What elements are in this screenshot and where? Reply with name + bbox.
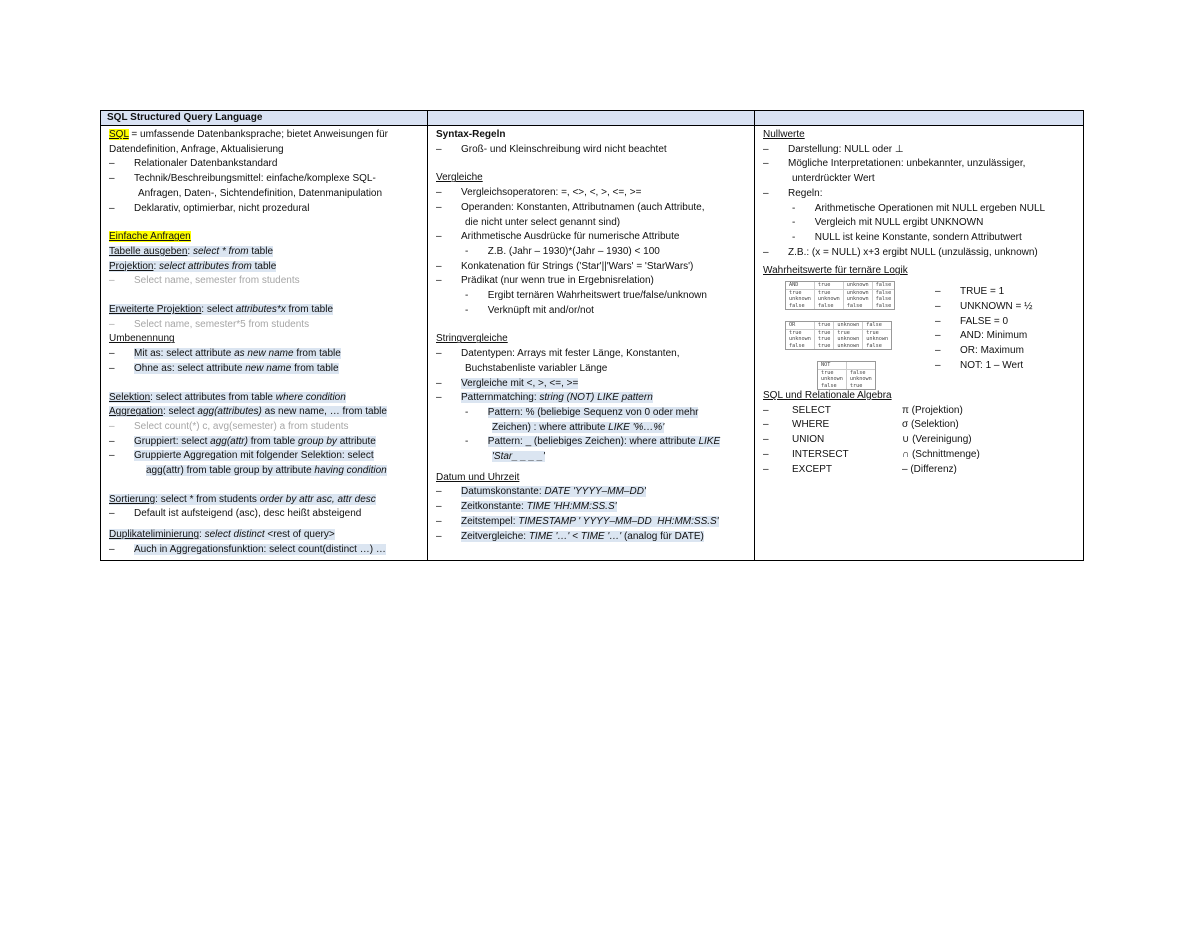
list-item: – Patternmatching: string (NOT) LIKE pattern — [436, 392, 653, 404]
sub-list-item: - Pattern: _ (beliebiges Zeichen): where attribute LIKE — [465, 436, 721, 448]
truth-table-cell: OR — [786, 322, 814, 329]
mit-as-line: – Mit as: select attribute as new name from table — [109, 348, 341, 360]
list-item-continued: Buchstabenliste variabler Länge — [465, 362, 608, 374]
sql-definition-text: = umfassende Datenbanksprache; bietet Anweisungen für — [128, 129, 388, 140]
sub-list-item: - NULL ist keine Konstante, sondern Attributwert — [792, 231, 1022, 243]
sub-list-item-continued: 'Star_ _ _ _' — [492, 451, 545, 463]
header-cell-1: SQL Structured Query Language — [101, 111, 428, 125]
erweiterte-projektion-line: Erweiterte Projektion: select attributes*x from table — [109, 304, 334, 316]
relational-operator: ∩ (Schnittmenge) — [902, 448, 980, 460]
truth-table-cell: unknown — [843, 296, 872, 303]
truth-table-cell: true — [814, 343, 834, 350]
truth-table-cell: false — [849, 369, 866, 376]
list-item: – Zeitstempel: TIMESTAMP ' YYYY–MM–DD HH:MM:SS.S' — [436, 515, 719, 527]
list-item: – Relationaler Datenbankstandard — [109, 158, 278, 170]
sub-list-item: - Ergibt ternären Wahrheitswert true/false/unknown — [465, 290, 707, 302]
truth-table-cell: false — [872, 282, 894, 289]
selektion-line: Selektion: select attributes from table where condition — [109, 391, 346, 403]
syntax-rules-heading: Syntax-Regeln — [436, 129, 506, 140]
sub-list-item: - Arithmetische Operationen mit NULL ergeben NULL — [792, 202, 1046, 214]
truth-table-cell: true — [818, 369, 846, 376]
list-item: – OR: Maximum — [935, 345, 1024, 357]
sql-highlight: SQL — [109, 129, 129, 140]
gruppierte-aggregation-line: – Gruppierte Aggregation mit folgender Selektion: select — [109, 450, 374, 462]
erweiterte-projektion-example: – Select name, semester*5 from students — [109, 318, 310, 330]
projektion-example: – Select name, semester from students — [109, 275, 300, 287]
truth-table-cell: AND — [786, 282, 814, 289]
truth-table-cell: false — [786, 343, 814, 350]
cheat-sheet-table — [100, 110, 1084, 561]
list-item-continued: unterdrückter Wert — [792, 173, 875, 185]
stringvergleiche-heading: Stringvergleiche — [436, 333, 508, 345]
sub-list-item: - Pattern: % (beliebige Sequenz von 0 oder mehr — [465, 406, 699, 418]
truth-table-cell: true — [814, 336, 834, 343]
truth-table-cell: unknown — [843, 289, 872, 296]
list-item: – Arithmetische Ausdrücke für numerische Attribute — [436, 231, 680, 243]
truth-table-cell: false — [875, 289, 892, 296]
algebra-heading: SQL und Relationale Algebra — [763, 390, 892, 402]
algebra-row: – EXCEPT – (Differenz) — [763, 463, 1079, 478]
sub-list-item: - Vergleich mit NULL ergibt UNKNOWN — [792, 217, 984, 229]
truth-table-cell: true — [814, 329, 834, 336]
list-item: – Regeln: — [763, 187, 823, 199]
or-truth-table — [785, 321, 892, 350]
truth-table-cell: unknown — [834, 322, 863, 329]
list-item: – Deklarativ, optimierbar, nicht prozedural — [109, 202, 310, 214]
aggregation-line: Aggregation: select agg(attributes) as new name, … from table — [109, 406, 387, 418]
section-heading-einfache-anfragen: Einfache Anfragen — [109, 231, 191, 243]
sql-keyword: INTERSECT — [792, 448, 849, 460]
truth-table-cell: unknown — [814, 296, 843, 303]
algebra-row: – UNION ∪ (Vereinigung) — [763, 433, 1079, 448]
list-item: – Darstellung: NULL oder ⊥ — [763, 143, 904, 155]
truth-table-cell: true — [786, 289, 814, 296]
list-item: – Groß- und Kleinschreibung wird nicht beachtet — [436, 143, 667, 155]
truth-tables — [763, 281, 923, 389]
truth-table-cell: true — [834, 329, 863, 336]
list-item-continued: Anfragen, Daten-, Sichtendefinition, Datenmanipulation — [138, 187, 383, 199]
truth-table-cell: true — [814, 282, 843, 289]
list-item: – Vergleiche mit <, >, <=, >= — [436, 377, 579, 389]
aggregation-example: – Select count(*) c, avg(semester) a from students — [109, 420, 349, 432]
algebra-row: – SELECT π (Projektion) — [763, 404, 1079, 419]
truth-table-cell: false — [875, 296, 892, 303]
truth-table-cell: false — [818, 383, 846, 390]
relational-operator: – (Differenz) — [902, 463, 957, 475]
sql-definition-line — [109, 128, 423, 143]
truth-table-cell: unknown — [849, 376, 872, 383]
sql-keyword: EXCEPT — [792, 463, 833, 475]
list-item: – Zeitvergleiche: TIME '…' < TIME '…' (analog für DATE) — [436, 530, 704, 542]
sortierung-default: – Default ist aufsteigend (asc), desc heißt absteigend — [109, 508, 362, 520]
duplikateliminierung-line: Duplikateliminierung: select distinct <rest of query> — [109, 529, 335, 541]
list-item: – Datentypen: Arrays mit fester Länge, Konstanten, — [436, 348, 680, 360]
algebra-row: – INTERSECT ∩ (Schnittmenge) — [763, 448, 1079, 463]
truth-values-list — [923, 285, 1033, 374]
truth-table-cell: unknown — [843, 282, 872, 289]
list-item: – Operanden: Konstanten, Attributnamen (auch Attribute, — [436, 201, 705, 213]
truth-table-cell: unknown — [786, 336, 814, 343]
gruppiert-line: – Gruppiert: select agg(attr) from table group by attribute — [109, 435, 376, 447]
truth-section — [763, 281, 1079, 389]
column-sql-basics — [101, 126, 428, 560]
truth-values-heading: Wahrheitswerte für ternäre Logik — [763, 265, 908, 277]
header-cell-3 — [755, 111, 1083, 125]
truth-table-cell: true — [786, 329, 814, 336]
ohne-as-line: – Ohne as: select attribute new name from table — [109, 362, 339, 374]
datum-uhrzeit-heading: Datum und Uhrzeit — [436, 471, 520, 483]
table-header-row — [101, 111, 1083, 126]
sub-list-item: - Verknüpft mit and/or/not — [465, 304, 594, 316]
truth-table-cell: NOT — [818, 362, 846, 369]
list-item-continued: die nicht unter select genannt sind) — [465, 216, 621, 228]
truth-table-cell: true — [814, 322, 834, 329]
column-null-values — [755, 126, 1083, 560]
list-item: – AND: Minimum — [935, 330, 1028, 342]
list-item: – Datumskonstante: DATE 'YYYY–MM–DD' — [436, 486, 646, 498]
list-item: – Z.B.: (x = NULL) x+3 ergibt NULL (unzulässig, unknown) — [763, 246, 1038, 258]
truth-table-cell: false — [786, 303, 814, 310]
truth-table-cell: true — [866, 329, 879, 336]
relational-operator: π (Projektion) — [902, 404, 963, 416]
nullwerte-heading: Nullwerte — [763, 129, 805, 140]
truth-table-cell: unknown — [786, 296, 814, 303]
list-item: – Prädikat (nur wenn true in Ergebnisrelation) — [436, 275, 654, 287]
header-cell-2 — [428, 111, 755, 125]
relational-operator: σ (Selektion) — [902, 419, 959, 431]
not-truth-table — [817, 361, 876, 390]
truth-table-cell: false — [814, 303, 843, 310]
truth-table-cell: true — [814, 289, 843, 296]
truth-table-cell: unknown — [834, 343, 863, 350]
truth-table-cell: unknown — [818, 376, 846, 383]
truth-table-cell: unknown — [866, 336, 889, 343]
truth-table-cell: true — [849, 382, 863, 389]
gruppierte-aggregation-cont: agg(attr) from table group by attribute having condition — [146, 465, 387, 477]
truth-table-cell: false — [875, 302, 892, 309]
truth-table-cell — [846, 362, 874, 369]
truth-table-cell: false — [863, 322, 891, 329]
sql-keyword: WHERE — [792, 419, 830, 431]
truth-table-cell: false — [843, 303, 872, 310]
vergleiche-heading: Vergleiche — [436, 172, 483, 184]
and-truth-table — [785, 281, 895, 310]
text-line: Datendefinition, Anfrage, Aktualisierung — [109, 143, 284, 155]
column-syntax-rules — [428, 126, 755, 560]
sub-list-item-continued: Zeichen) : where attribute LIKE '%…%' — [492, 421, 665, 433]
list-item: – Konkatenation für Strings ('Star'||'Wars' = 'StarWars') — [436, 260, 694, 272]
truth-table-cell: false — [866, 342, 882, 349]
projektion-line: Projektion: select attributes from table — [109, 260, 277, 272]
algebra-row: – WHERE σ (Selektion) — [763, 418, 1079, 433]
list-item: – NOT: 1 – Wert — [935, 360, 1024, 372]
sub-list-item: - Z.B. (Jahr – 1930)*(Jahr – 1930) < 100 — [465, 245, 660, 257]
list-item: – Technik/Beschreibungsmittel: einfache/komplexe SQL- — [109, 173, 376, 185]
list-item: – Mögliche Interpretationen: unbekannter, unzulässiger, — [763, 158, 1026, 170]
list-item: – Zeitkonstante: TIME 'HH:MM:SS.S' — [436, 501, 617, 513]
list-item: – TRUE = 1 — [935, 286, 1005, 298]
list-item: – Vergleichsoperatoren: =, <>, <, >, <=, >= — [436, 187, 642, 199]
truth-table-cell: unknown — [834, 336, 863, 343]
relational-operator: ∪ (Vereinigung) — [902, 434, 972, 446]
list-item: – UNKNOWN = ½ — [935, 300, 1033, 312]
distinct-aggregation-line: – Auch in Aggregationsfunktion: select count(distinct …) … — [109, 543, 386, 555]
algebra-list — [763, 404, 1079, 478]
sql-keyword: UNION — [792, 434, 825, 446]
sql-keyword: SELECT — [792, 404, 831, 416]
sortierung-line: Sortierung: select * from students order by attr asc, attr desc — [109, 493, 376, 505]
list-item: – FALSE = 0 — [935, 315, 1009, 327]
tabelle-ausgeben-line: Tabelle ausgeben: select * from table — [109, 245, 274, 257]
umbenennung-heading: Umbenennung — [109, 333, 175, 345]
